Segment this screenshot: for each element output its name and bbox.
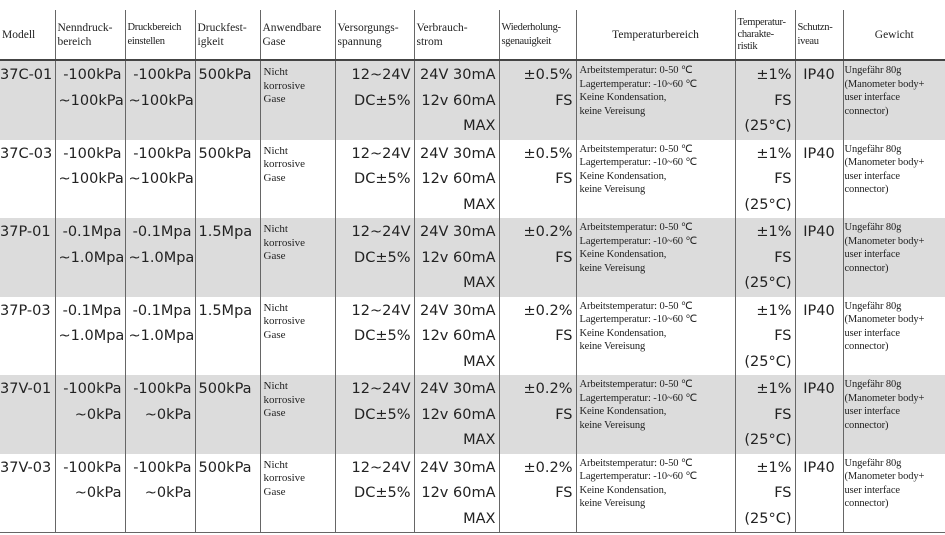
current-24v: 24V 30mA (420, 381, 496, 397)
model-text: 37V-01 (0, 381, 52, 397)
temp-range-text: Arbeitstemperatur: 0-50 ℃ Lagertemperatur: -10~60 ℃ Keine Kondensation, keine Vereisung (579, 65, 698, 117)
set-range-cell (125, 140, 195, 219)
current-24v: 24V 30mA (420, 67, 496, 83)
set-range-min: -100kPa (133, 67, 192, 83)
protection-cell (795, 297, 843, 376)
gases-cell (260, 60, 335, 140)
protection-text: IP40 (803, 459, 835, 476)
header-range: Nenndruck- bereich (55, 10, 125, 60)
gases-text: Nicht korrosive Gase (263, 66, 306, 105)
burst-cell (195, 218, 260, 297)
weight-cell (843, 375, 945, 454)
protection-cell (795, 218, 843, 297)
burst-text: 500kPa (198, 381, 252, 397)
current-24v: 24V 30mA (420, 224, 496, 240)
model-text: 37P-03 (0, 302, 51, 319)
weight-text: Ungefähr 80g (Manometer body+ user interface connector) (844, 143, 925, 195)
set-range-min: -0.1Mpa (132, 224, 192, 240)
header-set-range: Druckbereich einstellen (125, 10, 195, 60)
table-row (0, 140, 945, 219)
range-cell (55, 454, 125, 533)
repeat-unit: FS (555, 406, 573, 423)
spec-table (0, 10, 945, 533)
protection-text: IP40 (803, 381, 835, 397)
temp-char-ref: (25°C) (744, 353, 792, 370)
model-cell (0, 140, 55, 219)
current-cell (414, 60, 499, 140)
supply-voltage: 12~24V (351, 224, 411, 240)
gases-cell (260, 218, 335, 297)
protection-cell (795, 60, 843, 140)
model-text: 37C-03 (0, 145, 53, 162)
model-text: 37V-03 (0, 459, 52, 476)
current-12v: 12v 60mA (421, 171, 496, 187)
set-range-cell (125, 297, 195, 376)
range-min: -100kPa (63, 145, 122, 162)
weight-cell (843, 218, 945, 297)
repeat-cell (499, 297, 576, 376)
current-max: MAX (463, 196, 496, 213)
burst-cell (195, 297, 260, 376)
gases-text: Nicht korrosive Gase (263, 144, 306, 184)
supply-voltage: 12~24V (351, 302, 411, 319)
repeat-cell (499, 140, 576, 219)
burst-text: 500kPa (198, 459, 252, 476)
repeat-unit: FS (555, 328, 573, 344)
current-cell (414, 218, 499, 297)
table-row (0, 218, 945, 297)
temp-range-cell (576, 297, 735, 376)
supply-tolerance: DC±5% (354, 249, 411, 266)
current-max: MAX (463, 118, 496, 134)
temp-char-cell (735, 297, 795, 376)
gases-cell (260, 375, 335, 454)
temp-char-unit: FS (774, 406, 792, 423)
range-cell (55, 218, 125, 297)
temp-range-cell (576, 218, 735, 297)
table-row (0, 454, 945, 533)
set-range-min: -100kPa (133, 145, 192, 162)
supply-cell (335, 454, 414, 533)
repeat-cell (499, 60, 576, 140)
current-12v: 12v 60mA (421, 406, 496, 423)
set-range-min: -100kPa (133, 381, 192, 397)
temp-char-value: ±1% (756, 67, 792, 83)
supply-tolerance: DC±5% (354, 406, 411, 423)
repeat-value: ±0.2% (523, 224, 573, 240)
repeat-value: ±0.2% (523, 381, 573, 397)
range-max: ~100kPa (58, 92, 124, 109)
repeat-cell (499, 454, 576, 533)
burst-text: 500kPa (198, 67, 252, 83)
supply-cell (335, 375, 414, 454)
table-row (0, 297, 945, 376)
repeat-value: ±0.2% (523, 459, 573, 476)
model-text: 37C-01 (0, 67, 53, 83)
protection-text: IP40 (803, 224, 835, 240)
weight-text: Ungefähr 80g (Manometer body+ user interface connector) (844, 300, 925, 352)
supply-cell (335, 60, 414, 140)
table-row (0, 60, 945, 140)
protection-cell (795, 140, 843, 219)
repeat-unit: FS (555, 485, 573, 501)
header-weight: Gewicht (843, 10, 945, 60)
burst-text: 500kPa (198, 145, 252, 162)
gases-text: Nicht korrosive Gase (263, 301, 306, 341)
range-min: -100kPa (63, 67, 122, 83)
temp-char-ref: (25°C) (744, 432, 792, 448)
model-cell (0, 454, 55, 533)
supply-tolerance: DC±5% (354, 92, 411, 109)
supply-voltage: 12~24V (351, 67, 411, 83)
current-24v: 24V 30mA (420, 302, 496, 319)
current-24v: 24V 30mA (420, 145, 496, 162)
supply-tolerance: DC±5% (354, 485, 411, 501)
temp-char-cell (735, 454, 795, 533)
temp-char-unit: FS (774, 485, 792, 501)
header-gases: Anwendbare Gase (260, 10, 335, 60)
current-cell (414, 140, 499, 219)
set-range-max: ~0kPa (144, 485, 192, 501)
protection-text: IP40 (803, 145, 835, 162)
current-12v: 12v 60mA (421, 485, 496, 501)
current-12v: 12v 60mA (421, 328, 496, 344)
set-range-cell (125, 218, 195, 297)
range-max: ~0kPa (74, 485, 122, 501)
burst-text: 1.5Mpa (198, 302, 253, 319)
temp-range-text: Arbeitstemperatur: 0-50 ℃ Lagertemperatur: -10~60 ℃ Keine Kondensation, keine Vereisung (579, 222, 698, 274)
temp-range-cell (576, 60, 735, 140)
weight-text: Ungefähr 80g (Manometer body+ user interface connector) (844, 379, 925, 431)
header-supply: Versorgungs- spannung (335, 10, 414, 60)
gases-cell (260, 454, 335, 533)
current-cell (414, 297, 499, 376)
weight-text: Ungefähr 80g (Manometer body+ user interface connector) (844, 65, 925, 117)
temp-char-unit: FS (774, 92, 792, 109)
repeat-value: ±0.5% (523, 67, 573, 83)
protection-cell (795, 375, 843, 454)
set-range-max: ~100kPa (128, 92, 194, 109)
current-cell (414, 454, 499, 533)
model-cell (0, 297, 55, 376)
set-range-cell (125, 375, 195, 454)
model-cell (0, 60, 55, 140)
weight-text: Ungefähr 80g (Manometer body+ user interface connector) (844, 457, 925, 509)
temp-char-ref: (25°C) (744, 275, 792, 291)
model-text: 37P-01 (0, 224, 51, 240)
temp-char-cell (735, 375, 795, 454)
current-max: MAX (463, 510, 496, 527)
supply-voltage: 12~24V (351, 381, 411, 397)
gases-cell (260, 297, 335, 376)
header-current: Verbrauch- strom (414, 10, 499, 60)
range-cell (55, 60, 125, 140)
model-cell (0, 218, 55, 297)
repeat-cell (499, 375, 576, 454)
set-range-cell (125, 454, 195, 533)
set-range-min: -0.1Mpa (132, 302, 192, 319)
supply-cell (335, 140, 414, 219)
temp-char-ref: (25°C) (744, 196, 792, 213)
current-cell (414, 375, 499, 454)
table-row (0, 375, 945, 454)
temp-range-text: Arbeitstemperatur: 0-50 ℃ Lagertemperatur: -10~60 ℃ Keine Kondensation, keine Vereisung (579, 379, 698, 431)
gases-text: Nicht korrosive Gase (263, 380, 306, 419)
weight-text: Ungefähr 80g (Manometer body+ user interface connector) (844, 222, 925, 274)
protection-text: IP40 (803, 302, 835, 319)
burst-cell (195, 60, 260, 140)
header-protection: Schutzn- iveau (795, 10, 843, 60)
gases-cell (260, 140, 335, 219)
temp-char-value: ±1% (756, 224, 792, 240)
temp-char-value: ±1% (756, 381, 792, 397)
supply-tolerance: DC±5% (354, 171, 411, 187)
repeat-unit: FS (555, 249, 573, 266)
temp-char-unit: FS (774, 328, 792, 344)
supply-voltage: 12~24V (351, 459, 411, 476)
temp-char-ref: (25°C) (744, 510, 792, 527)
range-cell (55, 375, 125, 454)
table-body (0, 60, 945, 533)
temp-range-text: Arbeitstemperatur: 0-50 ℃ Lagertemperatur: -10~60 ℃ Keine Kondensation, keine Vereisung (579, 300, 698, 352)
repeat-cell (499, 218, 576, 297)
current-max: MAX (463, 353, 496, 370)
temp-char-value: ±1% (756, 302, 792, 319)
supply-voltage: 12~24V (351, 145, 411, 162)
current-12v: 12v 60mA (421, 92, 496, 109)
burst-cell (195, 454, 260, 533)
current-max: MAX (463, 275, 496, 291)
set-range-max: ~0kPa (144, 406, 192, 423)
range-min: -100kPa (63, 459, 122, 476)
set-range-max: ~1.0Mpa (128, 249, 195, 266)
header-model: Modell (0, 10, 55, 60)
header-burst: Druckfest- igkeit (195, 10, 260, 60)
set-range-cell (125, 60, 195, 140)
weight-cell (843, 140, 945, 219)
header-temp-char: Temperatur- charakte- ristik (735, 10, 795, 60)
burst-cell (195, 140, 260, 219)
range-cell (55, 297, 125, 376)
set-range-max: ~100kPa (128, 171, 194, 187)
range-max: ~1.0Mpa (58, 328, 125, 344)
temp-char-value: ±1% (756, 459, 792, 476)
temp-char-ref: (25°C) (744, 118, 792, 134)
header-repeat: Wiederholung- sgenauigkeit (499, 10, 576, 60)
repeat-unit: FS (555, 171, 573, 187)
temp-char-cell (735, 140, 795, 219)
burst-text: 1.5Mpa (198, 224, 253, 240)
repeat-value: ±0.5% (523, 145, 573, 162)
supply-cell (335, 218, 414, 297)
range-max: ~0kPa (74, 406, 122, 423)
temp-char-unit: FS (774, 171, 792, 187)
temp-range-text: Arbeitstemperatur: 0-50 ℃ Lagertemperatur: -10~60 ℃ Keine Kondensation, keine Vereisung (579, 143, 698, 195)
temp-char-cell (735, 218, 795, 297)
range-min: -0.1Mpa (62, 302, 122, 319)
supply-cell (335, 297, 414, 376)
temp-range-text: Arbeitstemperatur: 0-50 ℃ Lagertemperatur: -10~60 ℃ Keine Kondensation, keine Vereisung (579, 457, 698, 509)
protection-text: IP40 (803, 67, 835, 83)
current-max: MAX (463, 432, 496, 448)
gases-text: Nicht korrosive Gase (263, 458, 306, 498)
current-24v: 24V 30mA (420, 459, 496, 476)
temp-char-cell (735, 60, 795, 140)
temp-range-cell (576, 454, 735, 533)
supply-tolerance: DC±5% (354, 328, 411, 344)
weight-cell (843, 454, 945, 533)
repeat-unit: FS (555, 92, 573, 109)
repeat-value: ±0.2% (523, 302, 573, 319)
set-range-min: -100kPa (133, 459, 192, 476)
current-12v: 12v 60mA (421, 249, 496, 266)
gases-text: Nicht korrosive Gase (263, 223, 306, 262)
temp-char-value: ±1% (756, 145, 792, 162)
set-range-max: ~1.0Mpa (128, 328, 195, 344)
model-cell (0, 375, 55, 454)
weight-cell (843, 60, 945, 140)
temp-range-cell (576, 375, 735, 454)
protection-cell (795, 454, 843, 533)
range-min: -0.1Mpa (62, 224, 122, 240)
range-cell (55, 140, 125, 219)
range-min: -100kPa (63, 381, 122, 397)
burst-cell (195, 375, 260, 454)
header-temp-range: Temperaturbereich (576, 10, 735, 60)
temp-char-unit: FS (774, 249, 792, 266)
range-max: ~100kPa (58, 171, 124, 187)
temp-range-cell (576, 140, 735, 219)
header-row (0, 10, 945, 60)
range-max: ~1.0Mpa (58, 249, 125, 266)
weight-cell (843, 297, 945, 376)
